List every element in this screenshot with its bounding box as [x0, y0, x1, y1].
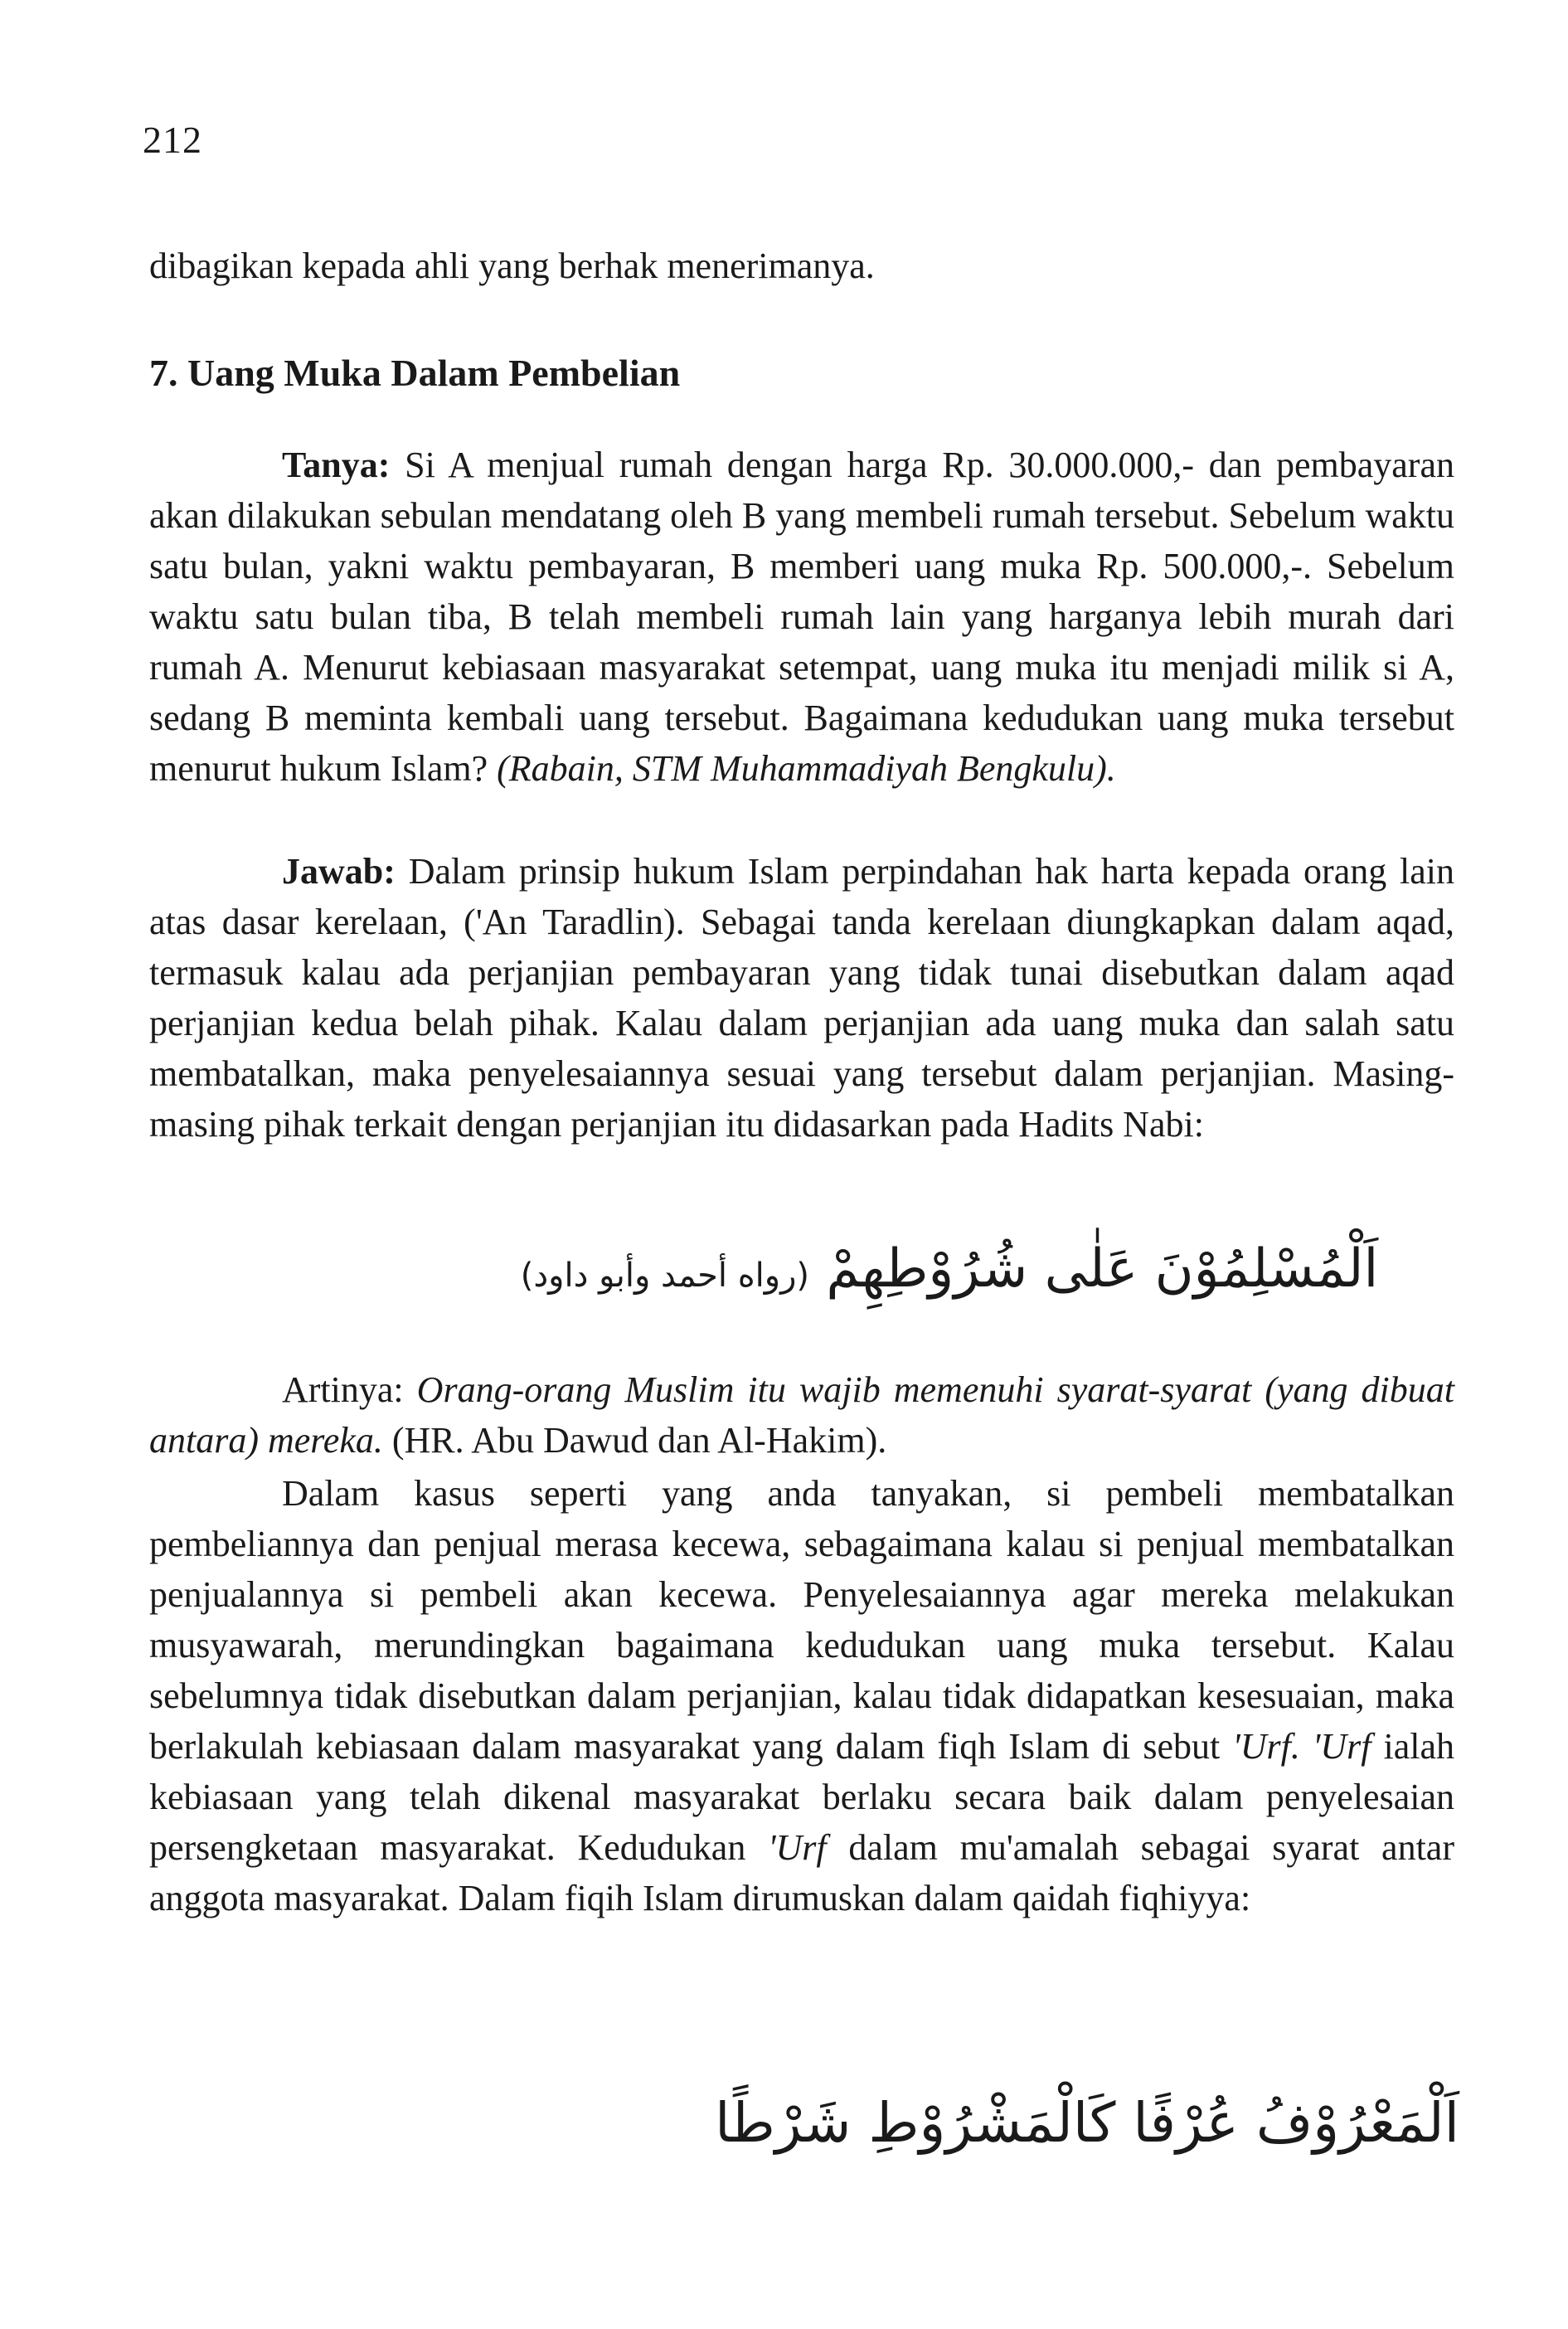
- urf-term-3: 'Urf: [768, 1827, 827, 1868]
- question-text: Si A menjual rumah dengan harga Rp. 30.000.000,- dan pembayaran akan dilakukan sebulan mendatang oleh B yang membeli rumah tersebut. Sebelum waktu satu bulan, yakni waktu pembayaran, B memberi uang muka Rp. 500.000,-. Sebelum waktu satu bulan tiba, B telah membeli rumah lain yang harganya lebih murah dari rumah A. Menurut kebiasaan masyarakat setempat, uang muka itu menjadi milik si A, sedang B meminta kembali uang tersebut. Bagaimana kedudukan uang muka tersebut menurut hukum Islam?: [149, 445, 1454, 789]
- explanation-text-1: Dalam kasus seperti yang anda tanyakan, si pembeli membatalkan pembeliannya dan penjual merasa kecewa, sebagaimana kalau si penjual membatalkan penjualannya si pembeli akan kecewa. Penyelesaiannya agar mereka melakukan musyawarah, merundingkan bagaimana kedudukan uang muka tersebut. Kalau sebelumnya tidak disebutkan dalam perjanjian, kalau tidak didapatkan kesesuaian, maka berlakulah kebiasaan dalam masyarakat yang dalam fiqh Islam di sebut: [149, 1473, 1454, 1767]
- explanation-paragraph: [149, 1468, 1454, 1923]
- hadith-reference: (رواه أحمد وأبو داود): [520, 1257, 810, 1295]
- explanation-text-2: ialah kebiasaan yang telah dikenal masyarakat berlaku secara baik dalam penyelesaian persengketaan masyarakat. Kedudukan: [149, 1726, 1454, 1868]
- section-heading: 7. Uang Muka Dalam Pembelian: [149, 352, 681, 394]
- explanation-text-3: dalam mu'amalah sebagai syarat antar anggota masyarakat. Dalam fiqih Islam dirumuskan dalam qaidah fiqhiyya:: [149, 1827, 1454, 1918]
- hadith-text: اَلْمُسْلِمُوْنَ عَلٰى شُرُوْطِهِمْ: [826, 1238, 1379, 1300]
- translation-label: Artinya:: [282, 1369, 417, 1410]
- qaidah-arabic: اَلْمَعْرُوْفُ عُرْفًا كَالْمَشْرُوْطِ شَرْطًا: [715, 2091, 1459, 2155]
- translation-paragraph: [149, 1364, 1454, 1466]
- translation-meaning: Orang-orang Muslim itu wajib memenuhi syarat-syarat (yang dibuat antara) mereka.: [149, 1369, 1454, 1461]
- page-number: 212: [143, 119, 202, 161]
- translation-source: (HR. Abu Dawud dan Al-Hakim).: [382, 1420, 887, 1461]
- answer-text: Dalam prinsip hukum Islam perpindahan hak harta kepada orang lain atas dasar kerelaan, ('An Taradlin). Sebagai tanda kerelaan diungkapkan dalam aqad, termasuk kalau ada perjanjian pembayaran yang tidak tunai disebutkan dalam aqad perjanjian kedua belah pihak. Kalau dalam perjanjian ada uang muka dan salah satu membatalkan, maka penyelesaiannya sesuai yang tersebut dalam perjanjian. Masing-masing pihak terkait dengan perjanjian itu didasarkan pada Hadits Nabi:: [149, 851, 1454, 1145]
- hadith-arabic: [439, 1211, 1459, 1327]
- intro-line: dibagikan kepada ahli yang berhak menerimanya.: [149, 246, 875, 286]
- question-paragraph: [149, 440, 1454, 794]
- answer-label: Jawab:: [282, 851, 396, 892]
- urf-term-2: 'Urf: [1312, 1726, 1371, 1767]
- question-source: (Rabain, STM Muhammadiyah Bengkulu).: [497, 748, 1116, 789]
- question-label: Tanya:: [282, 445, 391, 485]
- explanation-gap: [1300, 1726, 1313, 1767]
- answer-paragraph: [149, 846, 1454, 1150]
- urf-term-1: 'Urf.: [1232, 1726, 1300, 1767]
